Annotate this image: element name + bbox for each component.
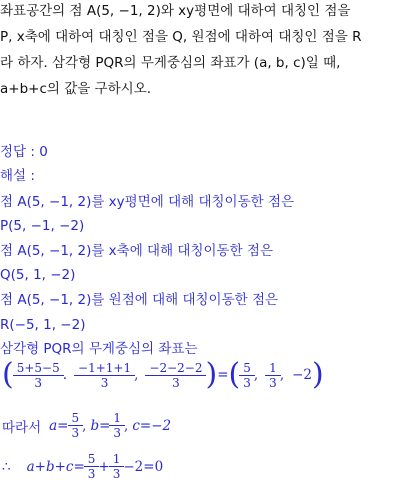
b-lhs: b= bbox=[90, 417, 111, 434]
comma: . bbox=[62, 367, 68, 383]
question-line-2: P, x축에 대하여 대칭인 점을 Q, 원점에 대하여 대칭인 점을 R bbox=[0, 29, 362, 45]
b-fraction bbox=[111, 411, 123, 440]
final-f2-den: 3 bbox=[109, 466, 125, 481]
final-fraction-1 bbox=[86, 452, 98, 481]
right-paren: ) bbox=[312, 357, 324, 392]
fraction-x-den: 3 bbox=[13, 375, 64, 390]
result-y-den: 3 bbox=[265, 375, 281, 390]
fraction-y-den: 3 bbox=[74, 375, 135, 390]
result-x-den: 3 bbox=[239, 375, 255, 390]
step-3: 점 A(5, −1, 2)를 x축에 대해 대칭이동한 점은 bbox=[0, 243, 273, 259]
right-paren: ) bbox=[205, 357, 218, 392]
step-4: Q(5, 1, −2) bbox=[0, 267, 76, 283]
result-z: −2 bbox=[292, 367, 313, 383]
fraction-z-den: 3 bbox=[145, 375, 206, 390]
fraction-x bbox=[15, 361, 62, 390]
b-den: 3 bbox=[109, 425, 125, 440]
fraction-z-num: −2−2−2 bbox=[149, 360, 203, 375]
a-den: 3 bbox=[68, 425, 84, 440]
question-line-3: 라 하자. 삼각형 PQR의 무게중심의 좌표가 (a, b, c)일 때, bbox=[0, 55, 341, 71]
comma: , bbox=[82, 417, 87, 434]
a-num: 5 bbox=[71, 411, 80, 425]
explanation-label: 해설 : bbox=[0, 168, 35, 184]
equals-sign: = bbox=[217, 367, 229, 383]
result-y bbox=[267, 361, 279, 390]
final-rest: −2=0 bbox=[123, 458, 164, 475]
result-y-num: 1 bbox=[269, 360, 277, 375]
comma: , bbox=[253, 367, 259, 383]
therefore-symbol: ∴ bbox=[2, 458, 11, 475]
fraction-y bbox=[76, 361, 133, 390]
a-lhs: a= bbox=[49, 417, 69, 434]
step-7: 삼각형 PQR의 무게중심의 좌표는 bbox=[0, 341, 198, 357]
fraction-x-num: 5+5−5 bbox=[16, 360, 60, 375]
final-f2-num: 1 bbox=[112, 452, 121, 466]
plus-sign: + bbox=[98, 458, 110, 475]
c-value: c=−2 bbox=[132, 417, 172, 434]
step-6: R(−5, 1, −2) bbox=[0, 317, 86, 333]
fraction-y-num: −1+1+1 bbox=[78, 360, 132, 375]
final-fraction-2 bbox=[111, 452, 123, 481]
result-x-num: 5 bbox=[243, 360, 251, 375]
step-5: 점 A(5, −1, 2)를 원점에 대해 대칭이동한 점은 bbox=[0, 292, 279, 308]
b-num: 1 bbox=[113, 411, 122, 425]
values-row bbox=[2, 411, 171, 440]
step-1: 점 A(5, −1, 2)를 xy평면에 대해 대칭이동한 점은 bbox=[0, 194, 295, 210]
final-row bbox=[2, 452, 163, 481]
fraction-z bbox=[147, 361, 204, 390]
final-lhs: a+b+c= bbox=[26, 458, 85, 475]
comma: , bbox=[279, 367, 285, 383]
question-line-4: a+b+c의 값을 구하시오. bbox=[0, 81, 152, 97]
centroid-expression bbox=[2, 357, 324, 392]
comma: , bbox=[134, 367, 139, 383]
a-fraction bbox=[70, 411, 82, 440]
so-text: 따라서 bbox=[2, 419, 42, 436]
step-2: P(5, −1, −2) bbox=[0, 218, 85, 234]
answer-label: 정답 : 0 bbox=[0, 144, 48, 160]
result-x bbox=[241, 361, 253, 390]
left-paren: ( bbox=[228, 357, 241, 392]
question-line-1: 좌표공간의 점 A(5, −1, 2)와 xy평면에 대하여 대칭인 점을 bbox=[0, 3, 351, 19]
final-f1-den: 3 bbox=[84, 466, 100, 481]
comma: , bbox=[124, 417, 129, 434]
final-f1-num: 5 bbox=[87, 452, 96, 466]
left-paren: ( bbox=[2, 357, 14, 392]
